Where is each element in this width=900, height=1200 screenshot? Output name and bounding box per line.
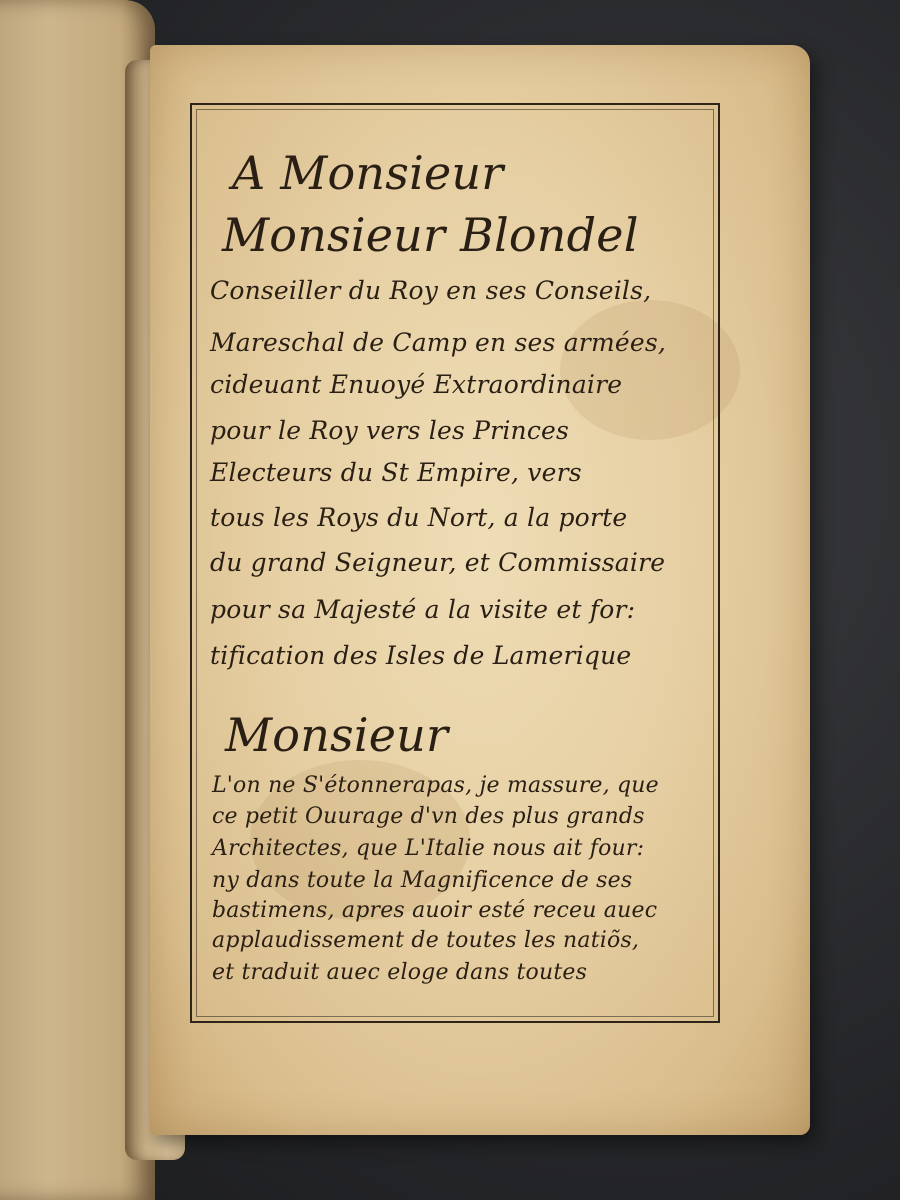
- title-line-2: Monsieur Blondel: [222, 208, 639, 262]
- title-line-1: A Monsieur: [232, 146, 504, 200]
- letter-line-7: et traduit auec eloge dans toutes: [212, 960, 588, 985]
- salutation: Monsieur: [225, 708, 449, 762]
- address-line-8: pour sa Majesté a la visite et for:: [210, 595, 636, 624]
- letter-line-2: ce petit Ouurage d'vn des plus grands: [212, 804, 645, 829]
- address-line-3: cideuant Enuoyé Extraordinaire: [210, 370, 623, 399]
- address-line-7: du grand Seigneur, et Commissaire: [210, 548, 666, 577]
- address-line-2: Mareschal de Camp en ses armées,: [210, 328, 667, 357]
- address-line-9: tification des Isles de Lamerique: [210, 641, 632, 670]
- address-line-4: pour le Roy vers les Princes: [210, 416, 570, 445]
- letter-line-5: bastimens, apres auoir esté receu auec: [212, 898, 658, 923]
- address-line-6: tous les Roys du Nort, a la porte: [210, 503, 628, 532]
- letter-line-3: Architectes, que L'Italie nous ait four:: [212, 836, 645, 861]
- address-line-1: Conseiller du Roy en ses Conseils,: [210, 276, 652, 305]
- address-line-5: Electeurs du St Empire, vers: [210, 458, 582, 487]
- letter-line-4: ny dans toute la Magnificence de ses: [212, 868, 633, 893]
- letter-line-6: applaudissement de toutes les natiõs,: [212, 928, 640, 953]
- letter-line-1: L'on ne S'étonnerapas, je massure, que: [212, 773, 659, 798]
